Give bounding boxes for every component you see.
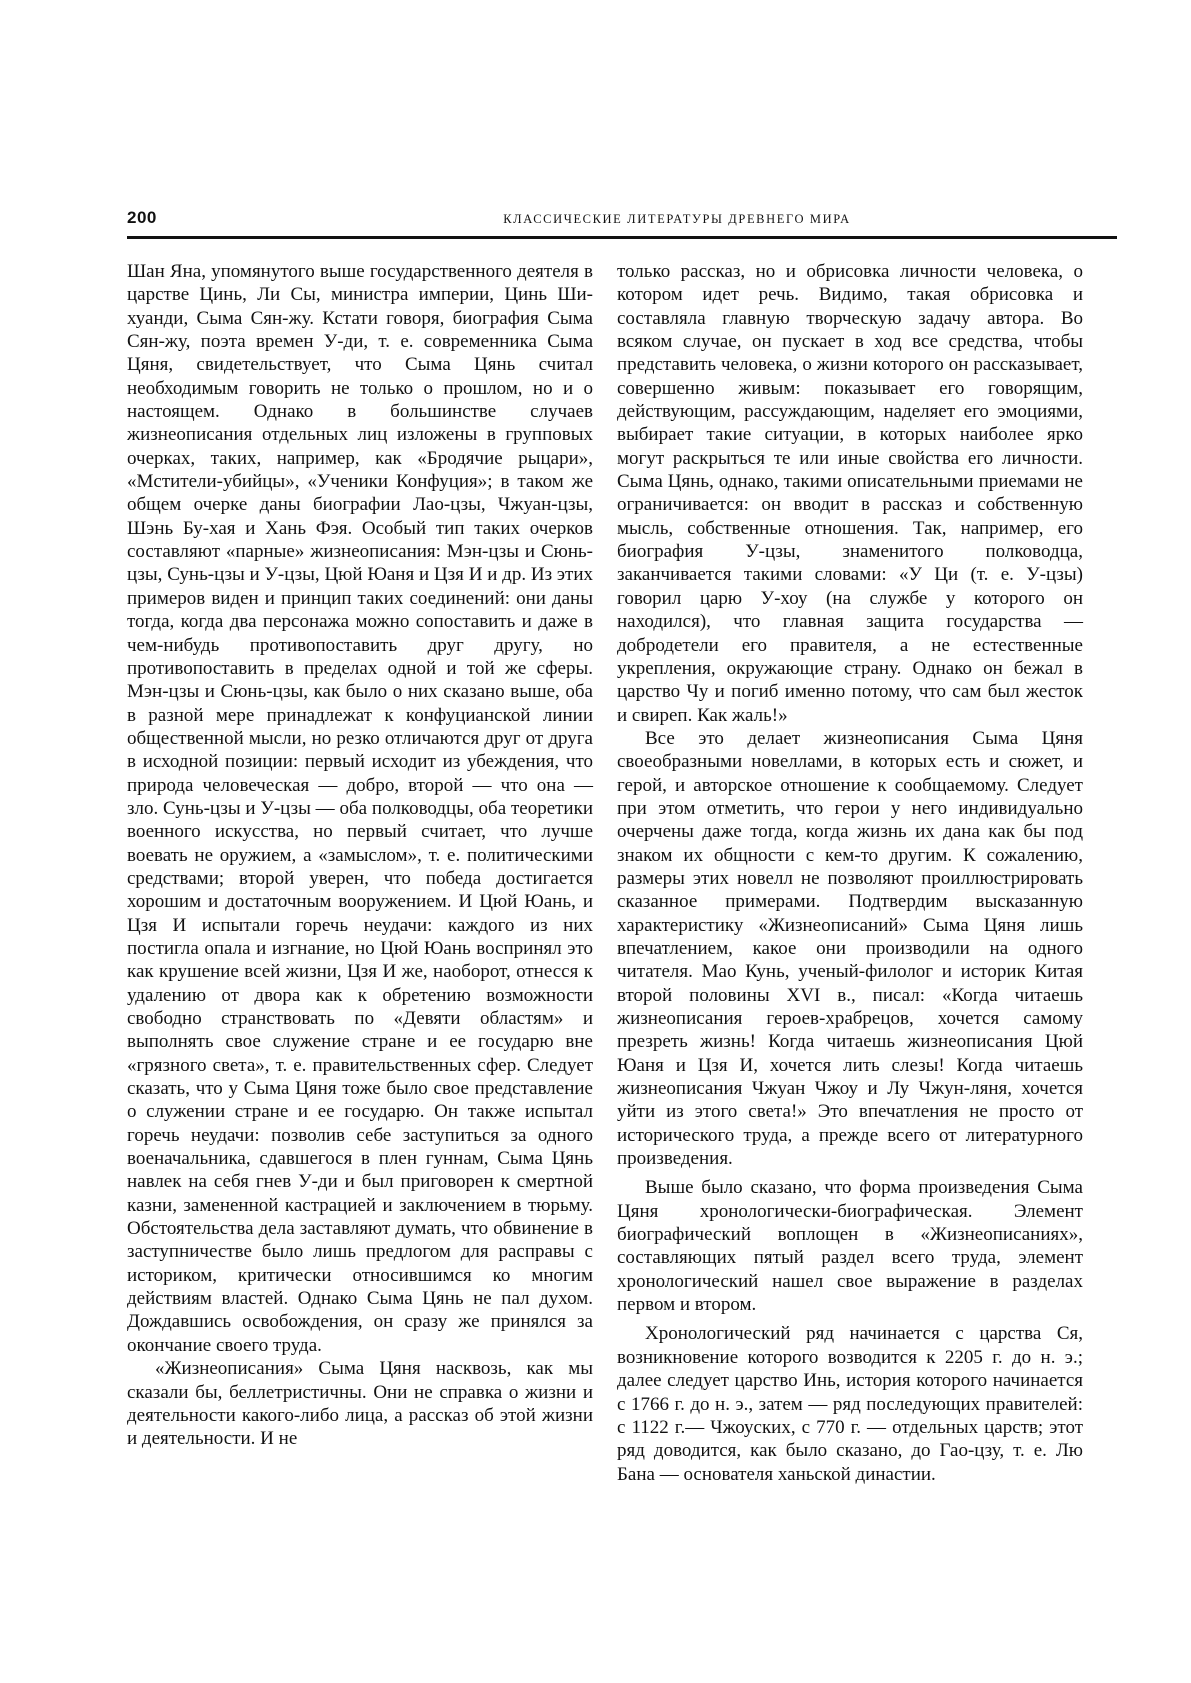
paragraph: Шан Яна, упомянутого выше государственного деятеля в царстве Цинь, Ли Сы, министра империи, Цинь Ши-хуанди, Сыма Сян-жу. Кстати говоря, биография Сыма Сян-жу, поэта времен У-ди, т. е. современника Сыма Цяня, свидетельствует, что Сыма Цянь считал необходимым говорить не только о прошлом, но и о настоящем. Однако в большинстве случаев жизнеописания отдельных лиц изложены в групповых очерках, таких, например, как «Бродячие рыцари», «Мстители-убийцы», «Ученики Конфуция»; в таком же общем очерке даны биографии Лао-цзы, Чжуан-цзы, Шэнь Бу-хая и Хань Фэя. Особый тип таких очерков составляют «парные» жизнеописания: Мэн-цзы и Сюнь-цзы, Сунь-цзы и У-цзы, Цюй Юаня и Цзя И и др. Из этих примеров виден и принцип таких соединений: они даны тогда, когда два персонажа можно сопоставить и даже в чем-нибудь противопоставить друг другу, но противопоставить в пределах одной и той же сферы. Мэн-цзы и Сюнь-цзы, как было о них сказано выше, оба в разной мере принадлежат к конфуцианской линии общественной мысли, но резко отличаются друг от друга в исходной позиции: первый исходит из убеждения, что природа человеческая — добро, второй — что она — зло. Сунь-цзы и У-цзы — оба полководцы, оба теоретики военного искусства, но первый считает, что лучше воевать не оружием, а «замыслом», т. е. политическими средствами; второй уверен, что победа достигается хорошим и достаточным вооружением. И Цюй Юань, и Цзя И испытали горечь неудачи: каждого из них постигла опала и изгнание, но Цюй Юань воспринял это как крушение всей жизни, Цзя И же, наоборот, отнесся к удалению от двора как к обретению возможности свободно странствовать по «Девяти областям» и выполнять свое служение стране и ее государю вне «грязного света», т. е. правительственных сфер. Следует сказать, что у Сыма Цяня тоже было свое представление о служении стране и ее государю. Он также испытал горечь неудачи: позволив себе заступиться за одного военачальника, сдавшегося в плен гуннам, Сыма Цянь навлек на себя гнев У-ди и был приговорен к смертной казни, замененной кастрацией и заключением в тюрьму. Обстоятельства дела заставляют думать, что обвинение в заступничестве было лишь предлогом для расправы с историком, критически относившимся ко многим действиям властей. Однако Сыма Цянь не пал духом. Дождавшись освобождения, он сразу же принялся за окончание своего труда.	[127, 261, 593, 1356]
paragraph: Все это делает жизнеописания Сыма Цяня своеобразными новеллами, в которых есть и сюжет, и герой, и авторское отношение к сообщаемому. Следует при этом отметить, что герои у него индивидуально очерчены даже тогда, когда жизнь их дана как бы под знаком их общности с кем-то другим. К сожалению, размеры этих новелл не позволяют проиллюстрировать сказанное примерами. Подтвердим высказанную характеристику «Жизнеописаний» Сыма Цяня лишь впечатлением, какое они производили на одного читателя. Мао Кунь, ученый-филолог и историк Китая второй половины XVI в., писал: «Когда читаешь жизнеописания героев-храбрецов, хочется самому презреть жизнь! Когда читаешь жизнеописания Цюй Юаня и Цзя И, хочется лить слезы! Когда читаешь жизнеописания Чжуан Чжоу и Лу Чжун-ляня, хочется уйти из этого света!» Это впечатления не просто от исторического труда, а прежде всего от литературного произведения.	[617, 727, 1083, 1170]
paragraph: Хронологический ряд начинается с царства Ся, возникновение которого возводится к 2205 г. до н. э.; далее следует царство Инь, история которого начинается с 1766 г. до н. э., затем — ряд последующих правителей: с 1122 г.— Чжоуских, с 770 г. — отдельных царств; этот ряд доводится, как было сказано, до Гао-цзу, т. е. Лю Бана — основателя ханьской династии.	[617, 1323, 1083, 1485]
left-column	[127, 260, 593, 1451]
paragraph: «Жизнеописания» Сыма Цяня насквозь, как мы сказали бы, беллетристичны. Они не справка о жизни и деятельности какого-либо лица, а рассказ об этой жизни и деятельности. И не	[127, 1358, 593, 1450]
right-column	[617, 260, 1083, 1486]
page-number: 200	[127, 208, 157, 227]
paragraph: Выше было сказано, что форма произведения Сыма Цяня хронологически-биографическая. Элемент биографический воплощен в «Жизнеописаниях», составляющих пятый раздел всего труда, элемент хронологический нашел свое выражение в разделах первом и втором.	[617, 1177, 1083, 1316]
paragraph: только рассказ, но и обрисовка личности человека, о котором идет речь. Видимо, такая обрисовка и составляла главную творческую задачу автора. Во всяком случае, он пускает в ход все средства, чтобы представить человека, о жизни которого он рассказывает, совершенно живым: показывает его говорящим, действующим, рассуждающим, наделяет его эмоциями, выбирает такие ситуации, в которых наиболее ярко могут раскрыться те или иные свойства его личности. Сыма Цянь, однако, такими описательными приемами не ограничивается: он вводит в рассказ и собственную мысль, собственные отношения. Так, например, его биография У-цзы, знаменитого полководца, заканчивается такими словами: «У Ци (т. е. У-цзы) говорил царю У-хоу (на службе у которого он находился), что главная защита государства — добродетели его правителя, а не естественные укрепления, окружающие страну. Однако он бежал в царство Чу и погиб именно потому, что сам был жесток и свиреп. Как жаль!»	[617, 261, 1083, 726]
page-header	[127, 208, 1117, 239]
running-title: КЛАССИЧЕСКИЕ ЛИТЕРАТУРЫ ДРЕВНЕГО МИРА	[503, 212, 851, 226]
